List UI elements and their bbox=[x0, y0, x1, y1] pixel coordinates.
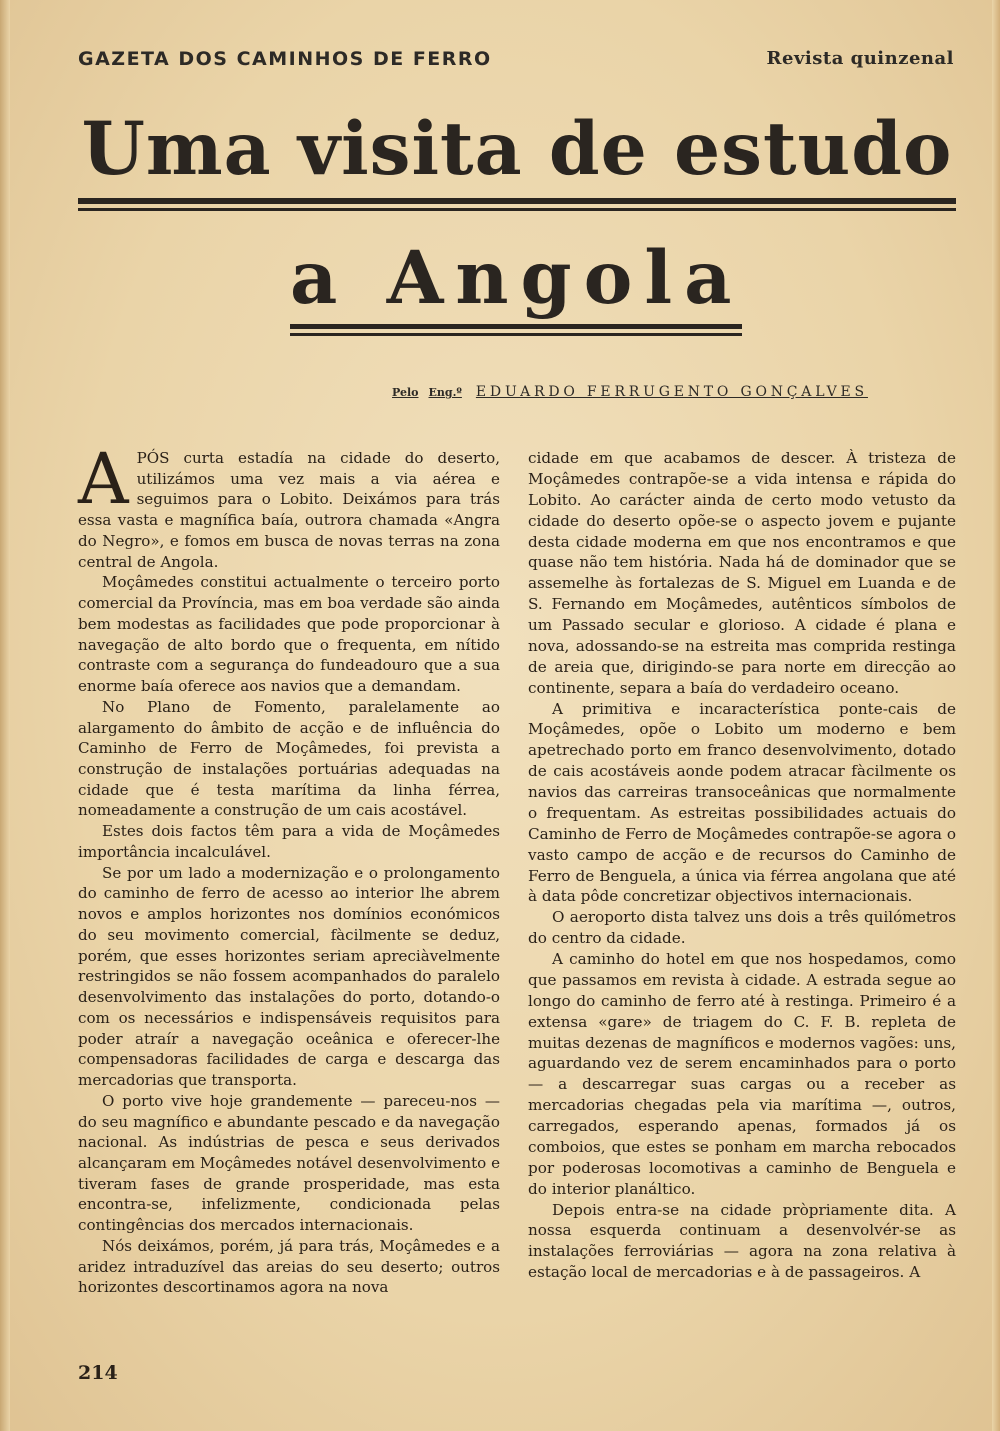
paragraph: A caminho do hotel em que nos hospedamos, como que passamos em revista à cidade. A estrada segue ao longo do caminho de ferro até à restinga. Primeiro é a extensa «gare» de triagem do C. F. B. repleta de muitas dezenas de magníficos e modernos vagões: uns, aguardando vez de serem encaminhados para o porto — a descarregar suas cargas ou a receber as mercadorias chegadas pela via marítima —, outros, carregados, esperando apenas, formados já os comboios, que estes se ponham em marcha rebocados por poderosas locomotivas a caminho de Benguela e do interior planáltico. bbox=[528, 950, 956, 1198]
byline-author: EDUARDO FERRUGENTO GONÇALVES bbox=[475, 384, 868, 400]
paragraph: Nós deixámos, porém, já para trás, Moçâmedes e a aridez intraduzível das areias do seu deserto; outros horizontes descortinamos agora na nova bbox=[78, 1236, 500, 1297]
paragraph: A primitiva e incaracterística ponte-cais de Moçâmedes, opõe o Lobito um moderno e bem apetrechado porto em franco desenvolvimento, dotado de cais acostáveis aonde podem atracar fàcilmente os navios das carreiras transoceânicas que normalmente o frequentam. As estreitas possibilidades actuais do Caminho de Ferro de Moçâmedes contrapõe-se agora o vasto campo de acção e de recursos do Caminho de Ferro de Benguela, a única via férrea angolana que até à data pôde concretizar objectivos internacionais. bbox=[528, 699, 956, 906]
page-number: 214 bbox=[78, 1362, 118, 1384]
paragraph: cidade em que acabamos de descer. À tristeza de Moçâmedes contrapõe-se a vida intensa e rápida do Lobito. Ao carácter ainda de certo modo vetusto da cidade do deserto opõe-se o aspecto jovem e pujante desta cidade moderna em que nos encontramos e que quase não tem história. Nada há de dominador que se assemelhe às fortalezas de S. Miguel em Luanda e de S. Fernando em Moçâmedes, autênticos símbolos de um Passado secular e glorioso. A cidade é plana e nova, adossando-se na estreita mas comprida restinga de areia que, dirigindo-se para norte em direcção ao continente, separa a baía do verdadeiro oceano. bbox=[528, 449, 956, 697]
journal-title: GAZETA DOS CAMINHOS DE FERRO bbox=[78, 48, 492, 70]
byline bbox=[392, 384, 904, 400]
article-title-line1: Uma visita de estudo bbox=[81, 107, 953, 192]
paragraph: Depois entra-se na cidade pròpriamente dita. A nossa esquerda continuam a desenvolvér-se as instalações ferroviárias — agora na zona relativa à estação local de mercadorias e à de passageiros. A bbox=[528, 1200, 956, 1282]
title-rule-thin-1 bbox=[78, 208, 956, 211]
article-column-right bbox=[528, 448, 956, 1283]
page-edge-right bbox=[992, 0, 1000, 1431]
paragraph: Moçâmedes constitui actualmente o terceiro porto comercial da Província, mas em boa verdade são ainda bem modestas as facilidades que pode proporcionar à navegação de alto bordo que o frequenta, em nítido contraste com a segurança do fundeadouro que a sua enorme baía oferece aos navios que a demandam. bbox=[78, 573, 500, 696]
running-head bbox=[78, 48, 954, 76]
paragraph: O porto vive hoje grandemente — pareceu-nos — do seu magnífico e abundante pescado e da navegação nacional. As indústrias de pesca e seus derivados alcançaram em Moçâmedes notável desenvolvimento e tiveram fases de grande prosperidade, mas esta encontra-se, infelizmente, condicionada pelas contingências dos mercados internacionais. bbox=[78, 1091, 500, 1235]
drop-cap: A bbox=[78, 438, 129, 520]
title-rule-thick-1 bbox=[78, 198, 956, 204]
article-title-line2: a Angola bbox=[290, 235, 744, 321]
paragraph: O aeroporto dista talvez uns dois a três quilómetros do centro da cidade. bbox=[528, 908, 956, 948]
periodicity-label: Revista quinzenal bbox=[766, 48, 954, 69]
paragraph: Se por um lado a modernização e o prolongamento do caminho de ferro de acesso ao interior lhe abrem novos e amplos horizontes nos domínios económicos do seu movimento comercial, fàcilmente se deduz, porém, que esses horizontes seriam apreciàvelmente restringidos se não fossem acompanhados do paralelo desenvolvimento das instalações do porto, dotando-o com os necessários e indispensáveis requisitos para poder atraír a navegação oceânica e oferecer-lhe compensadoras facilidades de carga e descarga das mercadorias que transporta. bbox=[78, 863, 500, 1090]
byline-title: Eng.º bbox=[428, 386, 462, 399]
title-rule-thin-2 bbox=[290, 333, 742, 336]
paragraph: Estes dois factos têm para a vida de Moçâmedes importância incalculável. bbox=[78, 822, 500, 861]
paragraph bbox=[78, 438, 500, 572]
paragraph: No Plano de Fomento, paralelamente ao alargamento do âmbito de acção e de influência do Caminho de Ferro de Moçâmedes, foi prevista a construção de instalações portuárias adequadas na cidade que é testa marítima da linha férrea, nomeadamente a construção de um cais acostável. bbox=[78, 697, 500, 820]
byline-prefix: Pelo bbox=[392, 386, 419, 399]
article-column-left bbox=[78, 438, 500, 1298]
title-rule-thick-2 bbox=[290, 324, 742, 329]
paragraph-text: PÓS curta estadía na cidade do deserto, utilizámos uma vez mais a via aérea e seguimos para o Lobito. Deixámos para trás essa vasta e magnífica baía, outrora chamada «Angra do Negro», e fomos em busca de novas terras na zona central de Angola. bbox=[78, 449, 500, 571]
page-edge-left bbox=[0, 0, 10, 1431]
